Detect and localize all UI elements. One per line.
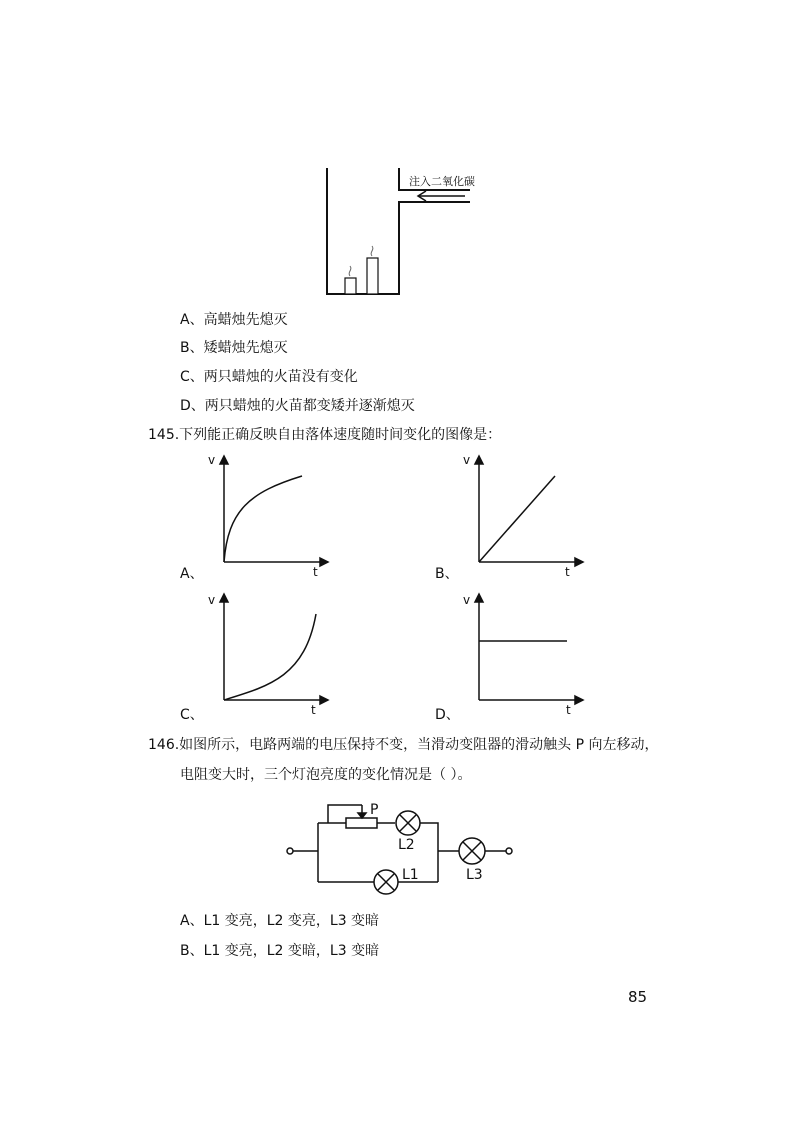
velocity-line [479,476,555,562]
y-axis-label: v [208,593,216,607]
question-146-line1: 146.如图所示，电路两端的电压保持不变，当滑动变阻器的滑动触头 P 向左移动， [148,737,659,753]
graph-b [455,450,595,580]
graph-a-label: A、 [180,566,204,582]
question-145-title: 145.下列能正确反映自由落体速度随时间变化的图像是： [148,427,502,443]
page-number: 85 [628,988,648,1006]
option-c: C、两只蜡烛的火苗没有变化 [180,369,358,385]
slider-label: P [370,802,379,818]
option-d: D、两只蜡烛的火苗都变矮并逐渐熄灭 [180,398,415,414]
tall-candle [367,258,378,294]
l1-label: L1 [402,867,419,883]
graph-c-label: C、 [180,707,204,723]
l3-label: L3 [466,867,483,883]
short-candle [345,278,356,294]
option-a: A、高蜡烛先熄灭 [180,312,288,328]
right-terminal [506,848,512,854]
inflow-arrow-icon [418,191,465,201]
x-axis-label: t [565,565,570,579]
rheostat [346,818,377,828]
graph-c [200,590,340,720]
x-axis-label: t [566,703,571,717]
velocity-curve [224,476,302,562]
graph-a [200,450,340,580]
velocity-curve [224,614,316,700]
graph-d-label: D、 [435,707,460,723]
x-axis-label: t [313,565,318,579]
y-axis-label: v [463,593,471,607]
x-axis-label: t [311,703,316,717]
circuit-diagram [280,795,520,895]
left-terminal [287,848,293,854]
co2-beaker-diagram [300,160,500,305]
y-axis-label: v [208,453,216,467]
option-b: B、矮蜡烛先熄灭 [180,340,288,356]
l2-label: L2 [398,837,415,853]
question-146-line2: 电阻变大时，三个灯泡亮度的变化情况是（ ）。 [180,767,472,783]
q146-option-b: B、L1 变亮，L2 变暗，L3 变暗 [180,943,380,959]
graph-b-label: B、 [435,566,459,582]
y-axis-label: v [463,453,471,467]
graph-d [455,590,595,720]
co2-label: 注入二氧化碳 [409,175,475,188]
q146-option-a: A、L1 变亮，L2 变亮，L3 变暗 [180,913,380,929]
